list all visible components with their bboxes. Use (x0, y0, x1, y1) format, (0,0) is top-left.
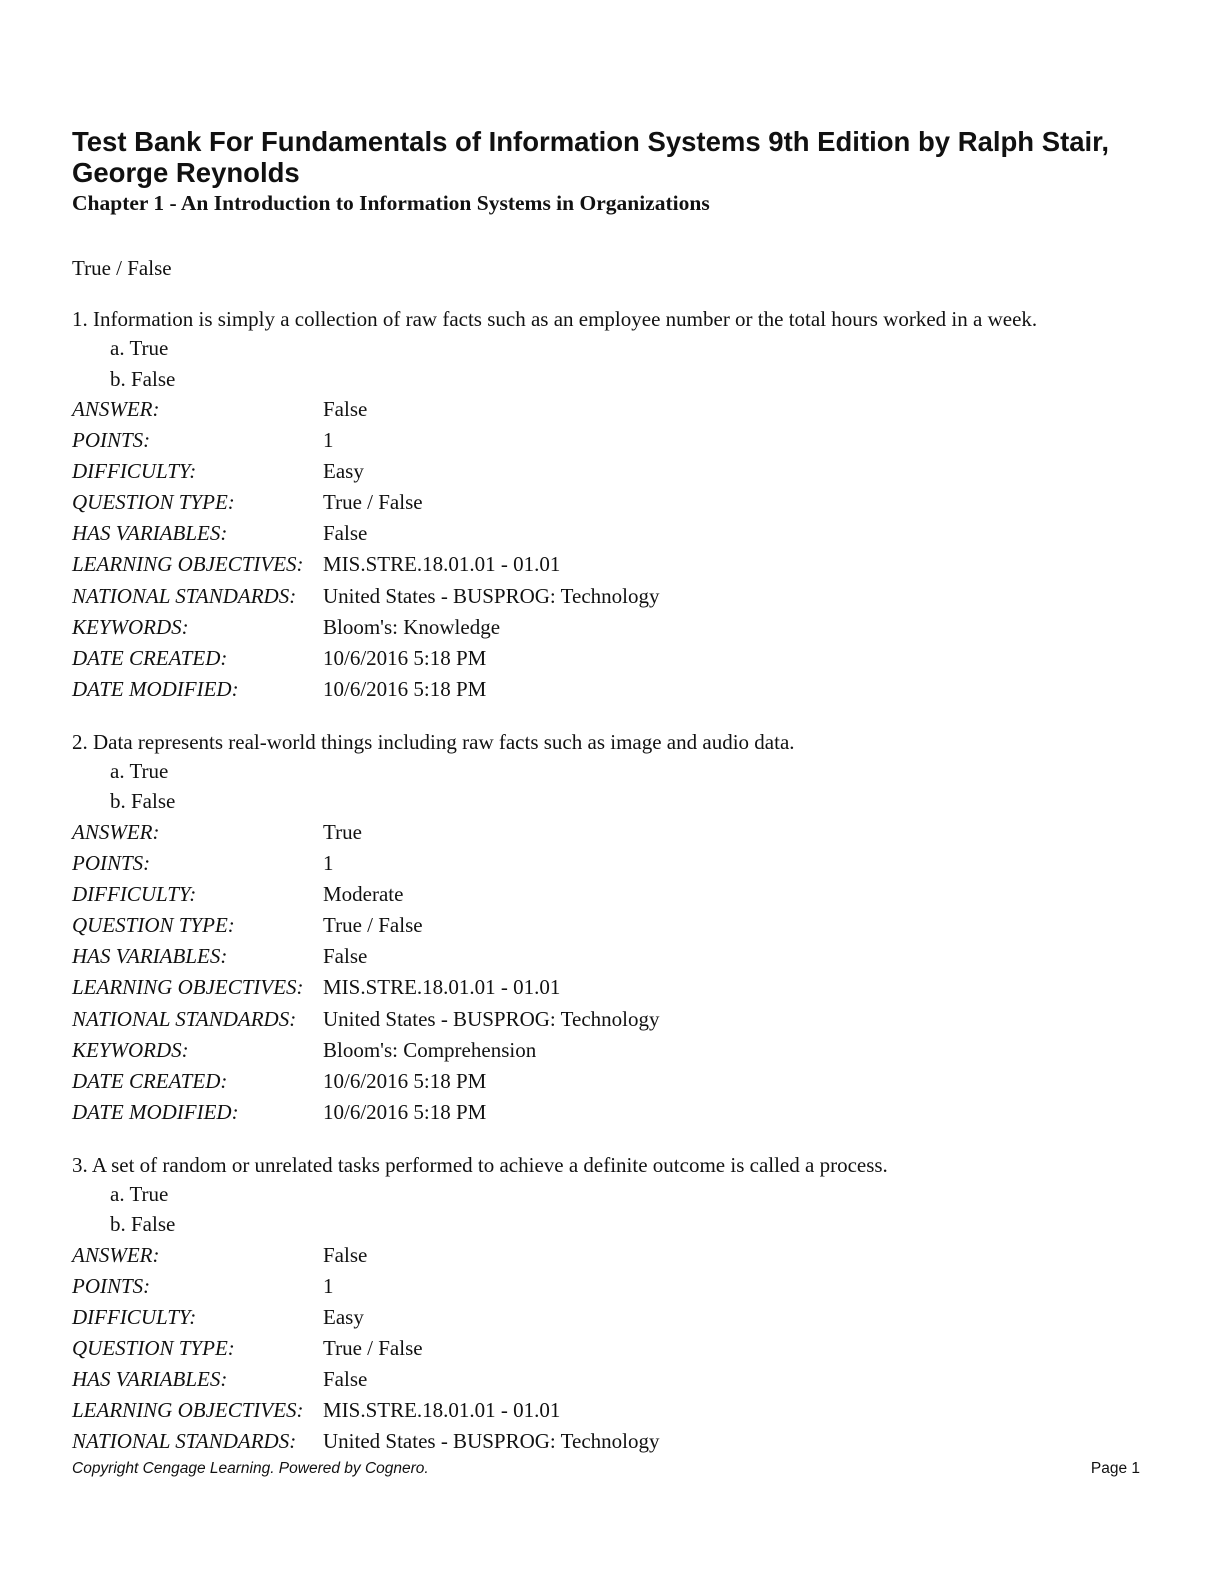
points-label: POINTS: (72, 1273, 151, 1298)
date-modified-row (72, 674, 1142, 705)
learning-objectives-value: MIS.STRE.18.01.01 - 01.01 (323, 1398, 561, 1423)
answer-value: False (323, 397, 368, 421)
question-3 (72, 1151, 1142, 1458)
keywords-row (72, 612, 1142, 643)
national-standards-value: United States - BUSPROG: Technology (323, 1006, 660, 1031)
difficulty-label: DIFFICULTY: (72, 882, 197, 907)
points-value: 1 (323, 1273, 334, 1298)
chapter-title: Chapter 1 - An Introduction to Information Systems in Organizations (72, 191, 710, 215)
learning-objectives-row (72, 549, 1142, 580)
document-title: Test Bank For Fundamentals of Information Systems 9th Edition by Ralph Stair, George Reynolds (72, 126, 1109, 188)
learning-objectives-value: MIS.STRE.18.01.01 - 01.01 (323, 975, 561, 1000)
option-a: a. True (110, 758, 169, 783)
has-variables-label: HAS VARIABLES: (72, 944, 228, 969)
points-label: POINTS: (72, 428, 151, 453)
question-type-label: QUESTION TYPE: (72, 1336, 235, 1361)
date-created-label: DATE CREATED: (72, 1068, 228, 1093)
keywords-value: Bloom's: Comprehension (323, 1037, 537, 1062)
date-created-value: 10/6/2016 5:18 PM (323, 1068, 487, 1093)
page-footer (72, 1460, 1140, 1478)
question-type-value: True / False (323, 490, 423, 515)
copyright-notice: Copyright Cengage Learning. Powered by Cognero. (72, 1460, 429, 1477)
has-variables-row (72, 1364, 1142, 1395)
has-variables-value: False (323, 944, 368, 969)
document-page (72, 126, 1142, 1458)
date-modified-value: 10/6/2016 5:18 PM (323, 1099, 487, 1124)
has-variables-row (72, 941, 1142, 972)
option-a: a. True (110, 1181, 169, 1206)
has-variables-value: False (323, 1367, 368, 1392)
option-b: b. False (110, 1212, 176, 1237)
points-row (72, 425, 1142, 456)
question-stem: 1. Information is simply a collection of raw facts such as an employee number or the total hours worked in a week. (72, 307, 1038, 331)
keywords-label: KEYWORDS: (72, 614, 189, 639)
option-b: b. False (110, 366, 176, 391)
answer-row (72, 1240, 1142, 1271)
date-created-label: DATE CREATED: (72, 645, 228, 670)
page-number: Page 1 (1090, 1460, 1140, 1477)
keywords-value: Bloom's: Knowledge (323, 614, 501, 639)
difficulty-row (72, 1302, 1142, 1333)
points-value: 1 (323, 428, 334, 453)
national-standards-label: NATIONAL STANDARDS: (72, 1429, 297, 1454)
difficulty-value: Easy (323, 459, 364, 484)
question-type-value: True / False (323, 1336, 423, 1361)
difficulty-value: Easy (323, 1305, 364, 1330)
answer-row (72, 394, 1142, 425)
answer-row (72, 817, 1142, 848)
date-modified-row (72, 1097, 1142, 1128)
question-type-label: QUESTION TYPE: (72, 490, 235, 515)
keywords-label: KEYWORDS: (72, 1037, 189, 1062)
national-standards-row (72, 581, 1142, 612)
answer-label: ANSWER: (72, 1242, 160, 1267)
national-standards-value: United States - BUSPROG: Technology (323, 583, 660, 608)
answer-value: True (323, 819, 362, 844)
question-type-row (72, 487, 1142, 518)
has-variables-label: HAS VARIABLES: (72, 1367, 228, 1392)
learning-objectives-row (72, 972, 1142, 1003)
section-label: True / False (72, 256, 172, 280)
points-row (72, 848, 1142, 879)
question-stem: 3. A set of random or unrelated tasks performed to achieve a definite outcome is called a process. (72, 1152, 888, 1177)
national-standards-label: NATIONAL STANDARDS: (72, 583, 297, 608)
option-b: b. False (110, 789, 176, 814)
difficulty-row (72, 456, 1142, 487)
answer-label: ANSWER: (72, 397, 160, 421)
learning-objectives-label: LEARNING OBJECTIVES: (72, 552, 304, 577)
date-created-value: 10/6/2016 5:18 PM (323, 645, 487, 670)
keywords-row (72, 1035, 1142, 1066)
question-type-row (72, 1333, 1142, 1364)
has-variables-value: False (323, 521, 368, 546)
question-type-label: QUESTION TYPE: (72, 913, 235, 938)
answer-value: False (323, 1242, 368, 1267)
national-standards-row (72, 1004, 1142, 1035)
question-stem: 2. Data represents real-world things including raw facts such as image and audio data. (72, 729, 795, 754)
has-variables-row (72, 518, 1142, 549)
points-label: POINTS: (72, 851, 151, 876)
question-type-value: True / False (323, 913, 423, 938)
learning-objectives-value: MIS.STRE.18.01.01 - 01.01 (323, 552, 561, 577)
learning-objectives-label: LEARNING OBJECTIVES: (72, 975, 304, 1000)
national-standards-row (72, 1426, 1142, 1457)
national-standards-label: NATIONAL STANDARDS: (72, 1006, 297, 1031)
question-2 (72, 728, 1142, 1128)
difficulty-value: Moderate (323, 882, 404, 907)
date-modified-label: DATE MODIFIED: (72, 1099, 239, 1124)
points-row (72, 1271, 1142, 1302)
national-standards-value: United States - BUSPROG: Technology (323, 1429, 660, 1454)
date-modified-value: 10/6/2016 5:18 PM (323, 676, 487, 701)
date-modified-label: DATE MODIFIED: (72, 676, 239, 701)
learning-objectives-row (72, 1395, 1142, 1426)
question-1 (72, 305, 1142, 705)
date-created-row (72, 643, 1142, 674)
difficulty-label: DIFFICULTY: (72, 459, 197, 484)
difficulty-row (72, 879, 1142, 910)
date-created-row (72, 1066, 1142, 1097)
difficulty-label: DIFFICULTY: (72, 1305, 197, 1330)
has-variables-label: HAS VARIABLES: (72, 521, 228, 546)
question-type-row (72, 910, 1142, 941)
learning-objectives-label: LEARNING OBJECTIVES: (72, 1398, 304, 1423)
points-value: 1 (323, 851, 334, 876)
option-a: a. True (110, 336, 169, 360)
answer-label: ANSWER: (72, 819, 160, 844)
